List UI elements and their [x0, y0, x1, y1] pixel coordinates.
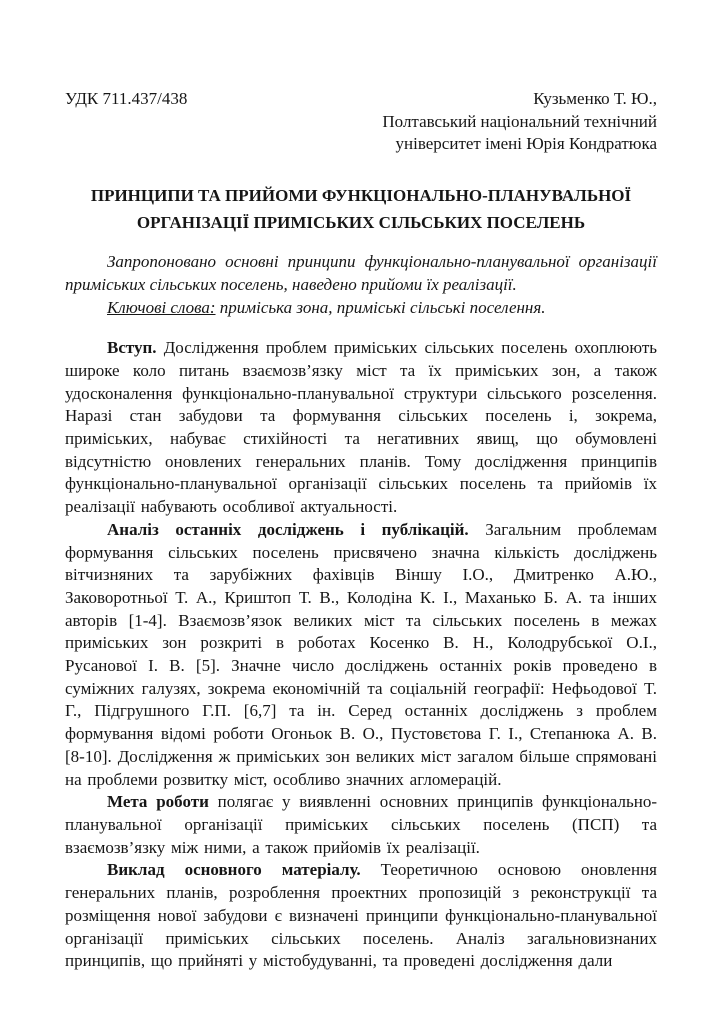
- author-name: Кузьменко Т. Ю.,: [533, 89, 657, 108]
- paper-title: [65, 182, 657, 236]
- paragraph-intro: [65, 337, 657, 519]
- abstract-text: Запропоновано основні принципи функціонально-планувальної організації приміських сільських поселень, наведено прийоми їх реалізації.: [65, 252, 657, 294]
- paragraph-analysis-heading: Аналіз останніх досліджень і публікацій.: [107, 519, 469, 539]
- udc-number: УДК 711.437/438: [65, 89, 188, 108]
- paragraph-intro-heading: Вступ.: [107, 338, 157, 358]
- affiliation-line-2: університет імені Юрія Кондратюка: [395, 134, 657, 154]
- keywords-line: [65, 297, 657, 320]
- paragraph-main-material: [65, 859, 657, 973]
- paragraph-analysis-text: Загальним проблемам формування сільських поселень присвячено значна кількість досліджень вітчизняних та зарубіжних фахівців Віншу І.О., Дмитренко А.Ю., Заковоротньої Т. А., Криштоп Т. В., Колодіна К. І., Маханько Б. А. та інших авторів [1-4]. Взаємозв’язок великих міст та сільських поселень в межах приміських зон розкриті в роботах Косенко В. Н., Колодрубської О.І., Русанової І. В. [5]. Значне число досліджень останніх років проведено в суміжних галузях, зокрема економічній та соціальній географії: Нефьодової Т. Г., Підгрушного Г.П. [6,7] та ін. Серед останніх досліджень з проблем формування відомі роботи Огоньок В. О., Пустовєтова Г. І., Степанюка А. В. [8-10]. Дослідження ж приміських зон великих міст загалом більше спрямовані на проблеми розвитку міст, особливо значних агломерацій.: [65, 519, 657, 789]
- keywords-text: приміська зона, приміські сільські поселення.: [215, 297, 546, 317]
- paragraph-goal-heading: Мета роботи: [107, 792, 209, 812]
- paragraph-main-material-heading: Виклад основного матеріалу.: [107, 860, 361, 880]
- paragraph-goal: [65, 791, 657, 859]
- paragraph-main-material-text: Теоретичною основою оновлення генеральних планів, розроблення проектних пропозицій з реконструкції та розміщення нової забудови є визначені принципи функціонально-планувальної організації приміських сільських поселень. Аналіз загальновизнаних принципів, що прийняті у містобудуванні, та проведені дослідження дали: [65, 860, 657, 971]
- document-header: [65, 88, 657, 156]
- author-block: [382, 88, 657, 156]
- keywords-label: Ключові слова:: [107, 297, 216, 317]
- paragraph-goal-text: полягає у виявленні основних принципів функціонально-планувальної організації приміських сільських поселень (ПСП) та взаємозв’язку між ними, а також прийомів їх реалізації.: [65, 792, 657, 857]
- paper-title-line-2: ОРГАНІЗАЦІЇ ПРИМІСЬКИХ СІЛЬСЬКИХ ПОСЕЛЕНЬ: [136, 213, 586, 233]
- paragraph-analysis: [65, 519, 657, 791]
- paper-title-line-1: ПРИНЦИПИ ТА ПРИЙОМИ ФУНКЦІОНАЛЬНО-ПЛАНУВАЛЬНОЇ: [90, 186, 632, 206]
- paragraph-intro-text: Дослідження проблем приміських сільських поселень охоплюють широке коло питань взаємозв’язку міст та їх приміських зон, а також удосконалення функціонально-планувальної структури сільського розселення. Наразі стан забудови та формування сільських поселень і, зокрема, приміських, набуває стихійності та негативних явищ, що обумовлені відсутністю оновлених генеральних планів. Тому дослідження принципів функціонально-планувальної організації сільських поселень та прийомів їх реалізації набувають особливої актуальності.: [65, 338, 657, 517]
- affiliation-line-1: Полтавський національний технічний: [382, 111, 657, 131]
